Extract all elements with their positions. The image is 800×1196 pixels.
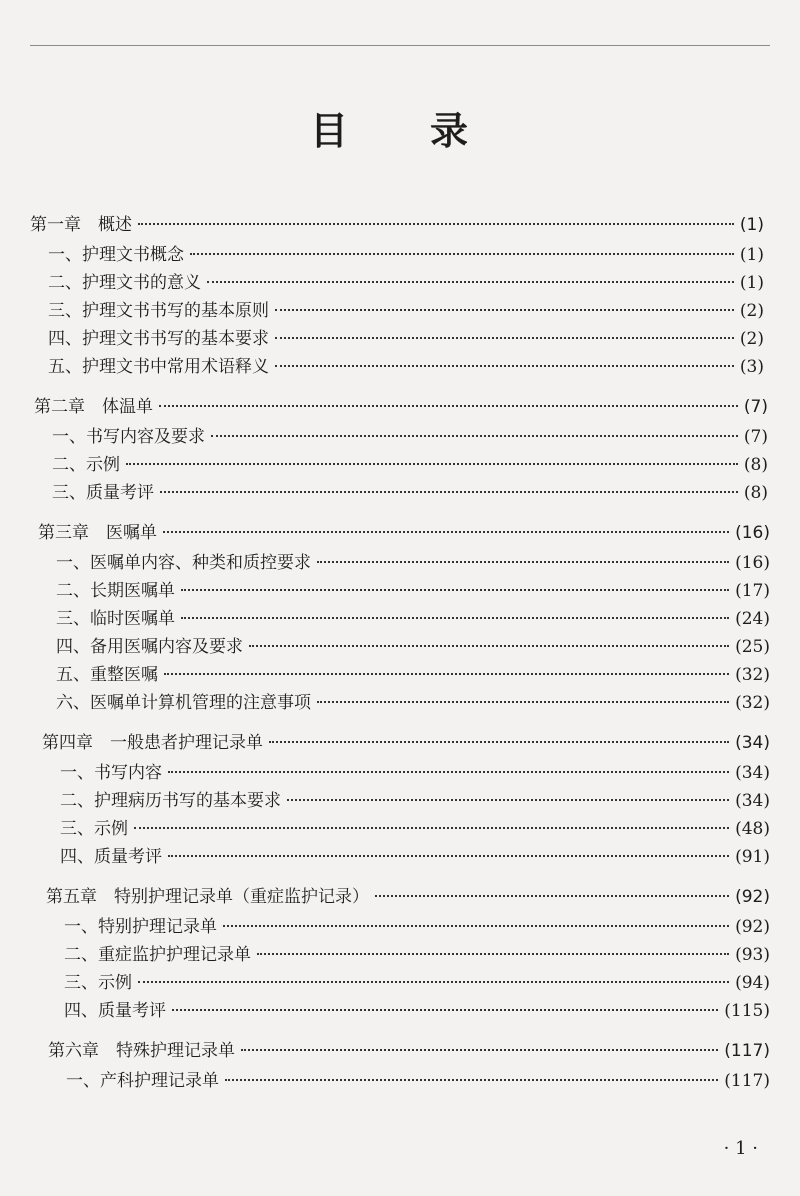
toc-entry (0, 324, 800, 352)
table-of-contents (0, 210, 800, 1094)
entry-title: 二、重症监护护理记录单 (64, 945, 251, 965)
toc-entry (0, 422, 800, 450)
dot-leader (159, 405, 738, 407)
entry-page-number: (117) (724, 1041, 770, 1061)
entry-page-number: (92) (735, 887, 770, 907)
dot-leader (126, 463, 738, 465)
dot-leader (160, 491, 738, 493)
entry-title: 一、特别护理记录单 (64, 917, 217, 937)
entry-title: 第五章 特别护理记录单（重症监护记录） (46, 887, 369, 907)
entry-title: 四、质量考评 (60, 847, 162, 867)
entry-title: 三、临时医嘱单 (56, 609, 175, 629)
dot-leader (249, 645, 729, 647)
chapter-heading (0, 728, 800, 758)
entry-title: 二、护理文书的意义 (48, 273, 201, 293)
toc-entry (0, 660, 800, 688)
dot-leader (138, 981, 729, 983)
entry-title: 三、护理文书书写的基本原则 (48, 301, 269, 321)
entry-page-number: (25) (735, 637, 770, 657)
entry-page-number: (8) (743, 483, 768, 503)
header-rule (30, 45, 770, 46)
entry-title: 四、护理文书书写的基本要求 (48, 329, 269, 349)
dot-leader (207, 281, 734, 283)
entry-page-number: (17) (735, 581, 770, 601)
chapter-heading (0, 1036, 800, 1066)
toc-entry (0, 296, 800, 324)
dot-leader (275, 309, 734, 311)
entry-page-number: (115) (724, 1001, 770, 1021)
entry-page-number: (2) (739, 301, 764, 321)
dot-leader (257, 953, 729, 955)
entry-page-number: (32) (735, 665, 770, 685)
toc-entry (0, 996, 800, 1024)
chapter-heading (0, 392, 800, 422)
entry-title: 第三章 医嘱单 (38, 523, 157, 543)
entry-title: 五、护理文书中常用术语释义 (48, 357, 269, 377)
toc-chapter (0, 882, 800, 1024)
toc-entry (0, 688, 800, 716)
entry-page-number: (92) (735, 917, 770, 937)
dot-leader (275, 337, 734, 339)
entry-page-number: (7) (743, 397, 768, 417)
dot-leader (241, 1049, 718, 1051)
dot-leader (317, 701, 729, 703)
entry-page-number: (1) (739, 245, 764, 265)
entry-title: 一、护理文书概念 (48, 245, 184, 265)
toc-chapter (0, 518, 800, 716)
toc-entry (0, 450, 800, 478)
entry-page-number: (1) (739, 215, 764, 235)
entry-title: 四、备用医嘱内容及要求 (56, 637, 243, 657)
entry-page-number: (16) (735, 523, 770, 543)
entry-title: 第二章 体温单 (34, 397, 153, 417)
toc-entry (0, 1066, 800, 1094)
dot-leader (190, 253, 734, 255)
dot-leader (163, 531, 729, 533)
toc-entry (0, 940, 800, 968)
page-number: · 1 · (723, 1138, 758, 1159)
toc-entry (0, 576, 800, 604)
entry-title: 一、书写内容及要求 (52, 427, 205, 447)
dot-leader (317, 561, 729, 563)
dot-leader (138, 223, 734, 225)
entry-title: 三、质量考评 (52, 483, 154, 503)
dot-leader (375, 895, 729, 897)
entry-title: 第六章 特殊护理记录单 (48, 1041, 235, 1061)
entry-page-number: (34) (735, 733, 770, 753)
entry-page-number: (8) (743, 455, 768, 475)
toc-chapter (0, 392, 800, 506)
entry-page-number: (16) (735, 553, 770, 573)
entry-title: 第四章 一般患者护理记录单 (42, 733, 263, 753)
toc-entry (0, 548, 800, 576)
toc-entry (0, 758, 800, 786)
toc-entry (0, 632, 800, 660)
toc-entry (0, 352, 800, 380)
entry-title: 一、产科护理记录单 (66, 1071, 219, 1091)
toc-entry (0, 478, 800, 506)
chapter-heading (0, 210, 800, 240)
dot-leader (164, 673, 729, 675)
toc-entry (0, 268, 800, 296)
dot-leader (134, 827, 729, 829)
dot-leader (168, 771, 729, 773)
toc-entry (0, 814, 800, 842)
entry-title: 六、医嘱单计算机管理的注意事项 (56, 693, 311, 713)
entry-page-number: (2) (739, 329, 764, 349)
entry-title: 四、质量考评 (64, 1001, 166, 1021)
entry-title: 一、医嘱单内容、种类和质控要求 (56, 553, 311, 573)
entry-title: 二、示例 (52, 455, 120, 475)
dot-leader (287, 799, 729, 801)
toc-entry (0, 604, 800, 632)
page-title: 目 录 (309, 109, 490, 153)
dot-leader (223, 925, 729, 927)
entry-title: 一、书写内容 (60, 763, 162, 783)
entry-title: 三、示例 (64, 973, 132, 993)
dot-leader (181, 589, 729, 591)
entry-title: 三、示例 (60, 819, 128, 839)
dot-leader (168, 855, 729, 857)
toc-entry (0, 912, 800, 940)
entry-page-number: (34) (735, 763, 770, 783)
entry-title: 二、护理病历书写的基本要求 (60, 791, 281, 811)
entry-page-number: (94) (735, 973, 770, 993)
dot-leader (269, 741, 729, 743)
toc-chapter (0, 728, 800, 870)
entry-page-number: (34) (735, 791, 770, 811)
entry-page-number: (117) (724, 1071, 770, 1091)
toc-chapter (0, 1036, 800, 1094)
dot-leader (172, 1009, 718, 1011)
toc-entry (0, 968, 800, 996)
entry-page-number: (1) (739, 273, 764, 293)
entry-page-number: (7) (743, 427, 768, 447)
chapter-heading (0, 518, 800, 548)
dot-leader (225, 1079, 718, 1081)
entry-page-number: (24) (735, 609, 770, 629)
toc-entry (0, 842, 800, 870)
entry-title: 二、长期医嘱单 (56, 581, 175, 601)
entry-page-number: (32) (735, 693, 770, 713)
toc-chapter (0, 210, 800, 380)
dot-leader (181, 617, 729, 619)
entry-title: 第一章 概述 (30, 215, 132, 235)
entry-page-number: (48) (735, 819, 770, 839)
toc-entry (0, 786, 800, 814)
chapter-heading (0, 882, 800, 912)
entry-page-number: (91) (735, 847, 770, 867)
toc-entry (0, 240, 800, 268)
entry-title: 五、重整医嘱 (56, 665, 158, 685)
entry-page-number: (3) (739, 357, 764, 377)
entry-page-number: (93) (735, 945, 770, 965)
dot-leader (211, 435, 738, 437)
dot-leader (275, 365, 734, 367)
